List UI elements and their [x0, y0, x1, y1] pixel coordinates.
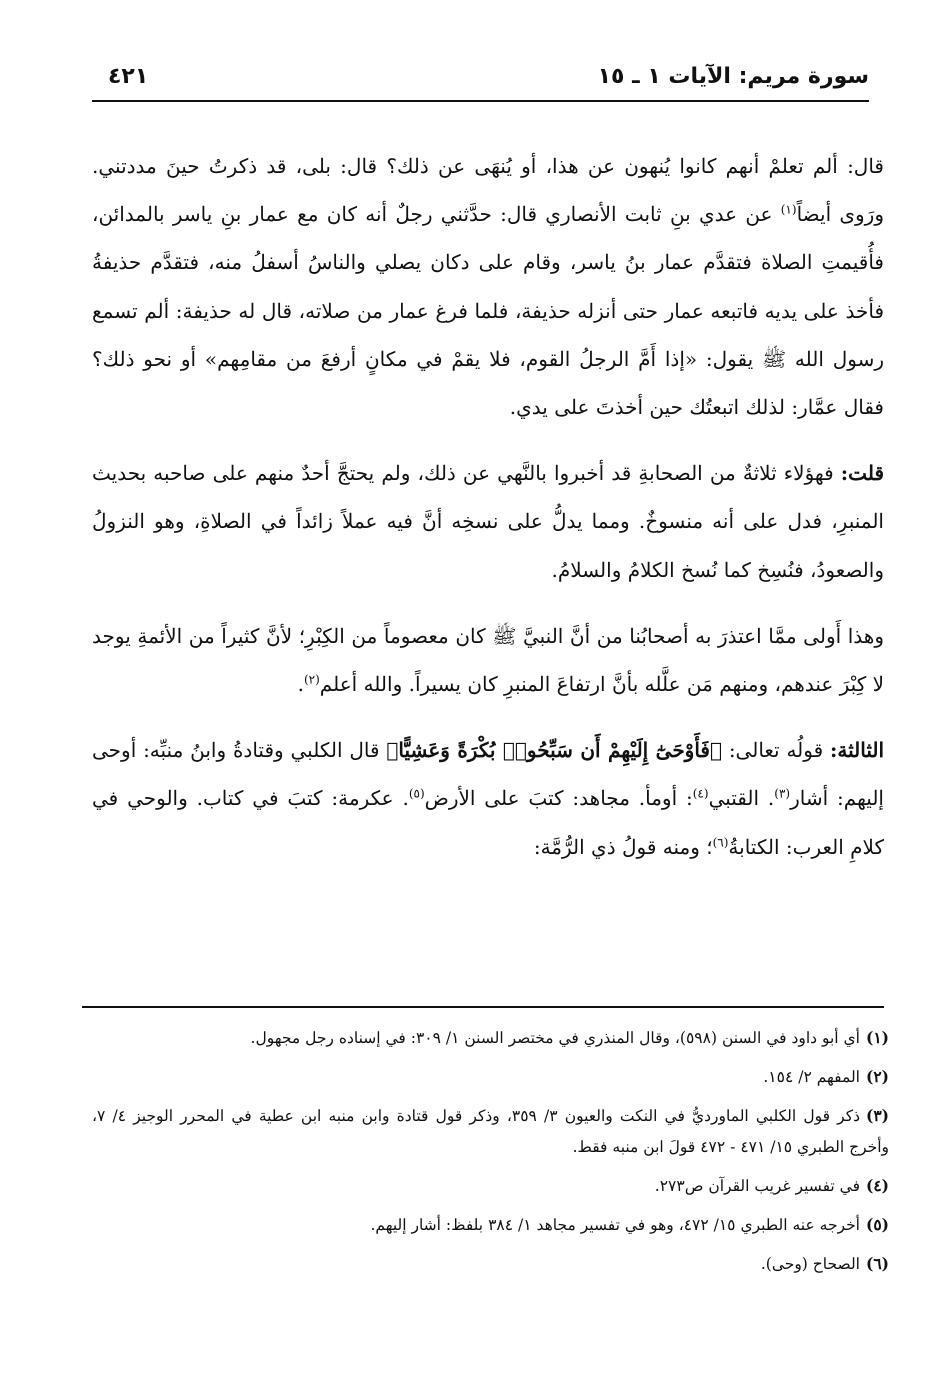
- footnote-4: [92, 1170, 889, 1203]
- paragraph-1: [92, 142, 884, 431]
- footnote-text: في تفسير غريب القرآن ص٢٧٣.: [654, 1177, 860, 1196]
- footnote-number: (٤): [865, 1176, 889, 1196]
- footnote-3: [92, 1100, 889, 1165]
- paragraph-1-text-a: قال: ألم تعلمْ أنهم كانوا يُنهون عن هذا، أو يُنهَى عن ذلك؟ قال: بلى، قد ذكرتُ حينَ مددتني. ورَوى أيضاً: [92, 154, 884, 227]
- running-header: [92, 62, 869, 102]
- footnote-number: (٣): [866, 1105, 890, 1125]
- footnote-number: (٦): [865, 1253, 889, 1273]
- footnote-5: [92, 1209, 889, 1242]
- footnote-2: [92, 1061, 889, 1094]
- page-number: ٤٢١: [108, 64, 149, 89]
- paragraph-4-lead: الثالثة:: [829, 738, 884, 763]
- paragraph-2-text: فهؤلاء ثلاثةٌ من الصحابةِ قد أخبروا بالنَّهي عن ذلك، ولم يحتجَّ أحدٌ منهم على صاحبه بحديث المنبرِ، فدل على أنه منسوخٌ. ومما يدلُّ على نسخِه أنَّ فيه عملاً زائداً في الصلاةِ، وهو النزولُ والصعودُ، فنُسِخ كما نُسخ الكلامُ والسلامُ.: [92, 461, 884, 582]
- paragraph-1-text-b: عن عدي بنِ ثابت الأنصاري قال: حدَّثني رجلٌ أنه كان مع عمار بنِ ياسر بالمدائن، فأُقيمتِ الصلاة فتقدَّم عمار بنُ ياسر، وقام على دكان يصلي والناسُ أسفلُ منه، فتقدَّم حذيفةُ فأخذ على يديه فاتبعه عمار حتى أنزله حذيفة، فلما فرغ عمار من صلاته، قال له حذيفة: ألم تسمع رسول الله ﷺ يقول: «إذا أَمَّ الرجلُ القوم، فلا يقمْ في مكانٍ أرفعَ من مقامِهم» أو نحو ذلك؟ فقال عمَّار: لذلك اتبعتُك حين أخذتَ على يدي.: [92, 202, 884, 420]
- main-text: [92, 142, 884, 871]
- footnote-ref-2: (٢): [303, 672, 320, 687]
- footnote-6: [92, 1248, 889, 1281]
- paragraph-2: [92, 449, 884, 594]
- footnote-divider: [82, 1006, 884, 1008]
- paragraph-3: [92, 612, 884, 708]
- footnote-text: المفهم ٢/ ١٥٤.: [763, 1067, 860, 1086]
- footnote-number: (١): [865, 1028, 889, 1047]
- footnote-ref-1: (١): [780, 202, 797, 217]
- paragraph-4-text-a: قولُه تعالى:: [722, 738, 830, 763]
- paragraph-4: [92, 726, 884, 871]
- paragraph-3-end: .: [297, 672, 304, 697]
- footnote-ref-5: (٥): [408, 786, 425, 801]
- footnote-text: ذكر قول الكلبي الماورديُّ في النكت والعيون ٣/ ٣٥٩، وذكر قول قتادة وابن منبه ابن عطية في المحرر الوجيز ٤/ ٧، وأخرج الطبري ١٥/ ٤٧١ - ٤٧٢ قولَ ابن منبه فقط.: [92, 1106, 889, 1157]
- paragraph-4-text-c: . القتبي: [708, 786, 775, 811]
- paragraph-4-text-b: قال الكلبي وقتادةُ وابنُ منبِّه: أوحى إليهم: أشار: [92, 738, 884, 811]
- footnote-text: أخرجه عنه الطبري ١٥/ ٤٧٢، وهو في تفسير مجاهد ١/ ٣٨٤ بلفظ: أشار إليهم.: [370, 1215, 860, 1234]
- footnotes: [92, 1022, 889, 1281]
- footnote-1: [92, 1022, 889, 1055]
- paragraph-4-text-d: : أومأ. مجاهد: كتبَ على الأرض: [424, 786, 693, 811]
- footnote-ref-4: (٤): [692, 786, 709, 801]
- footnote-text: الصحاح (وحى).: [760, 1254, 860, 1273]
- paragraph-3-text: وهذا أَولى ممَّا اعتذرَ به أصحابُنا من أنَّ النبيَّ ﷺ كان معصوماً من الكِبْرِ؛ لأنَّ كثيراً من الأئمةِ يوجد لا كِبْرَ عندهم، ومنهم مَن علَّله بأنَّ ارتفاعَ المنبرِ كان يسيراً. والله أعلم: [92, 623, 884, 697]
- header-title: سورة مريم: الآيات ١ ـ ١٥: [597, 64, 869, 89]
- paragraph-4-text-f: ؛ ومنه قولُ ذي الرُّمَّة:: [533, 834, 713, 859]
- footnote-ref-6: (٦): [712, 834, 729, 849]
- paragraph-4-text-e: . عكرمة: كتبَ في كتاب. والوحي في كلامِ العرب: الكتابةُ: [92, 786, 884, 859]
- footnote-text: أي أبو داود في السنن (٥٩٨)، وقال المنذري في مختصر السنن ١/ ٣٠٩: في إسناده رجل مجهول.: [250, 1029, 860, 1047]
- paragraph-2-lead: قلت:: [840, 461, 884, 486]
- footnote-number: (٥): [865, 1214, 889, 1234]
- footnote-number: (٢): [865, 1066, 889, 1086]
- quran-verse: ﴿فَأَوْحَىٰٓ إِلَيْهِمْ أَن سَبِّحُوا۟ بُكْرَةً وَعَشِيًّا﴾: [386, 738, 722, 763]
- footnote-ref-3: (٣): [774, 786, 791, 801]
